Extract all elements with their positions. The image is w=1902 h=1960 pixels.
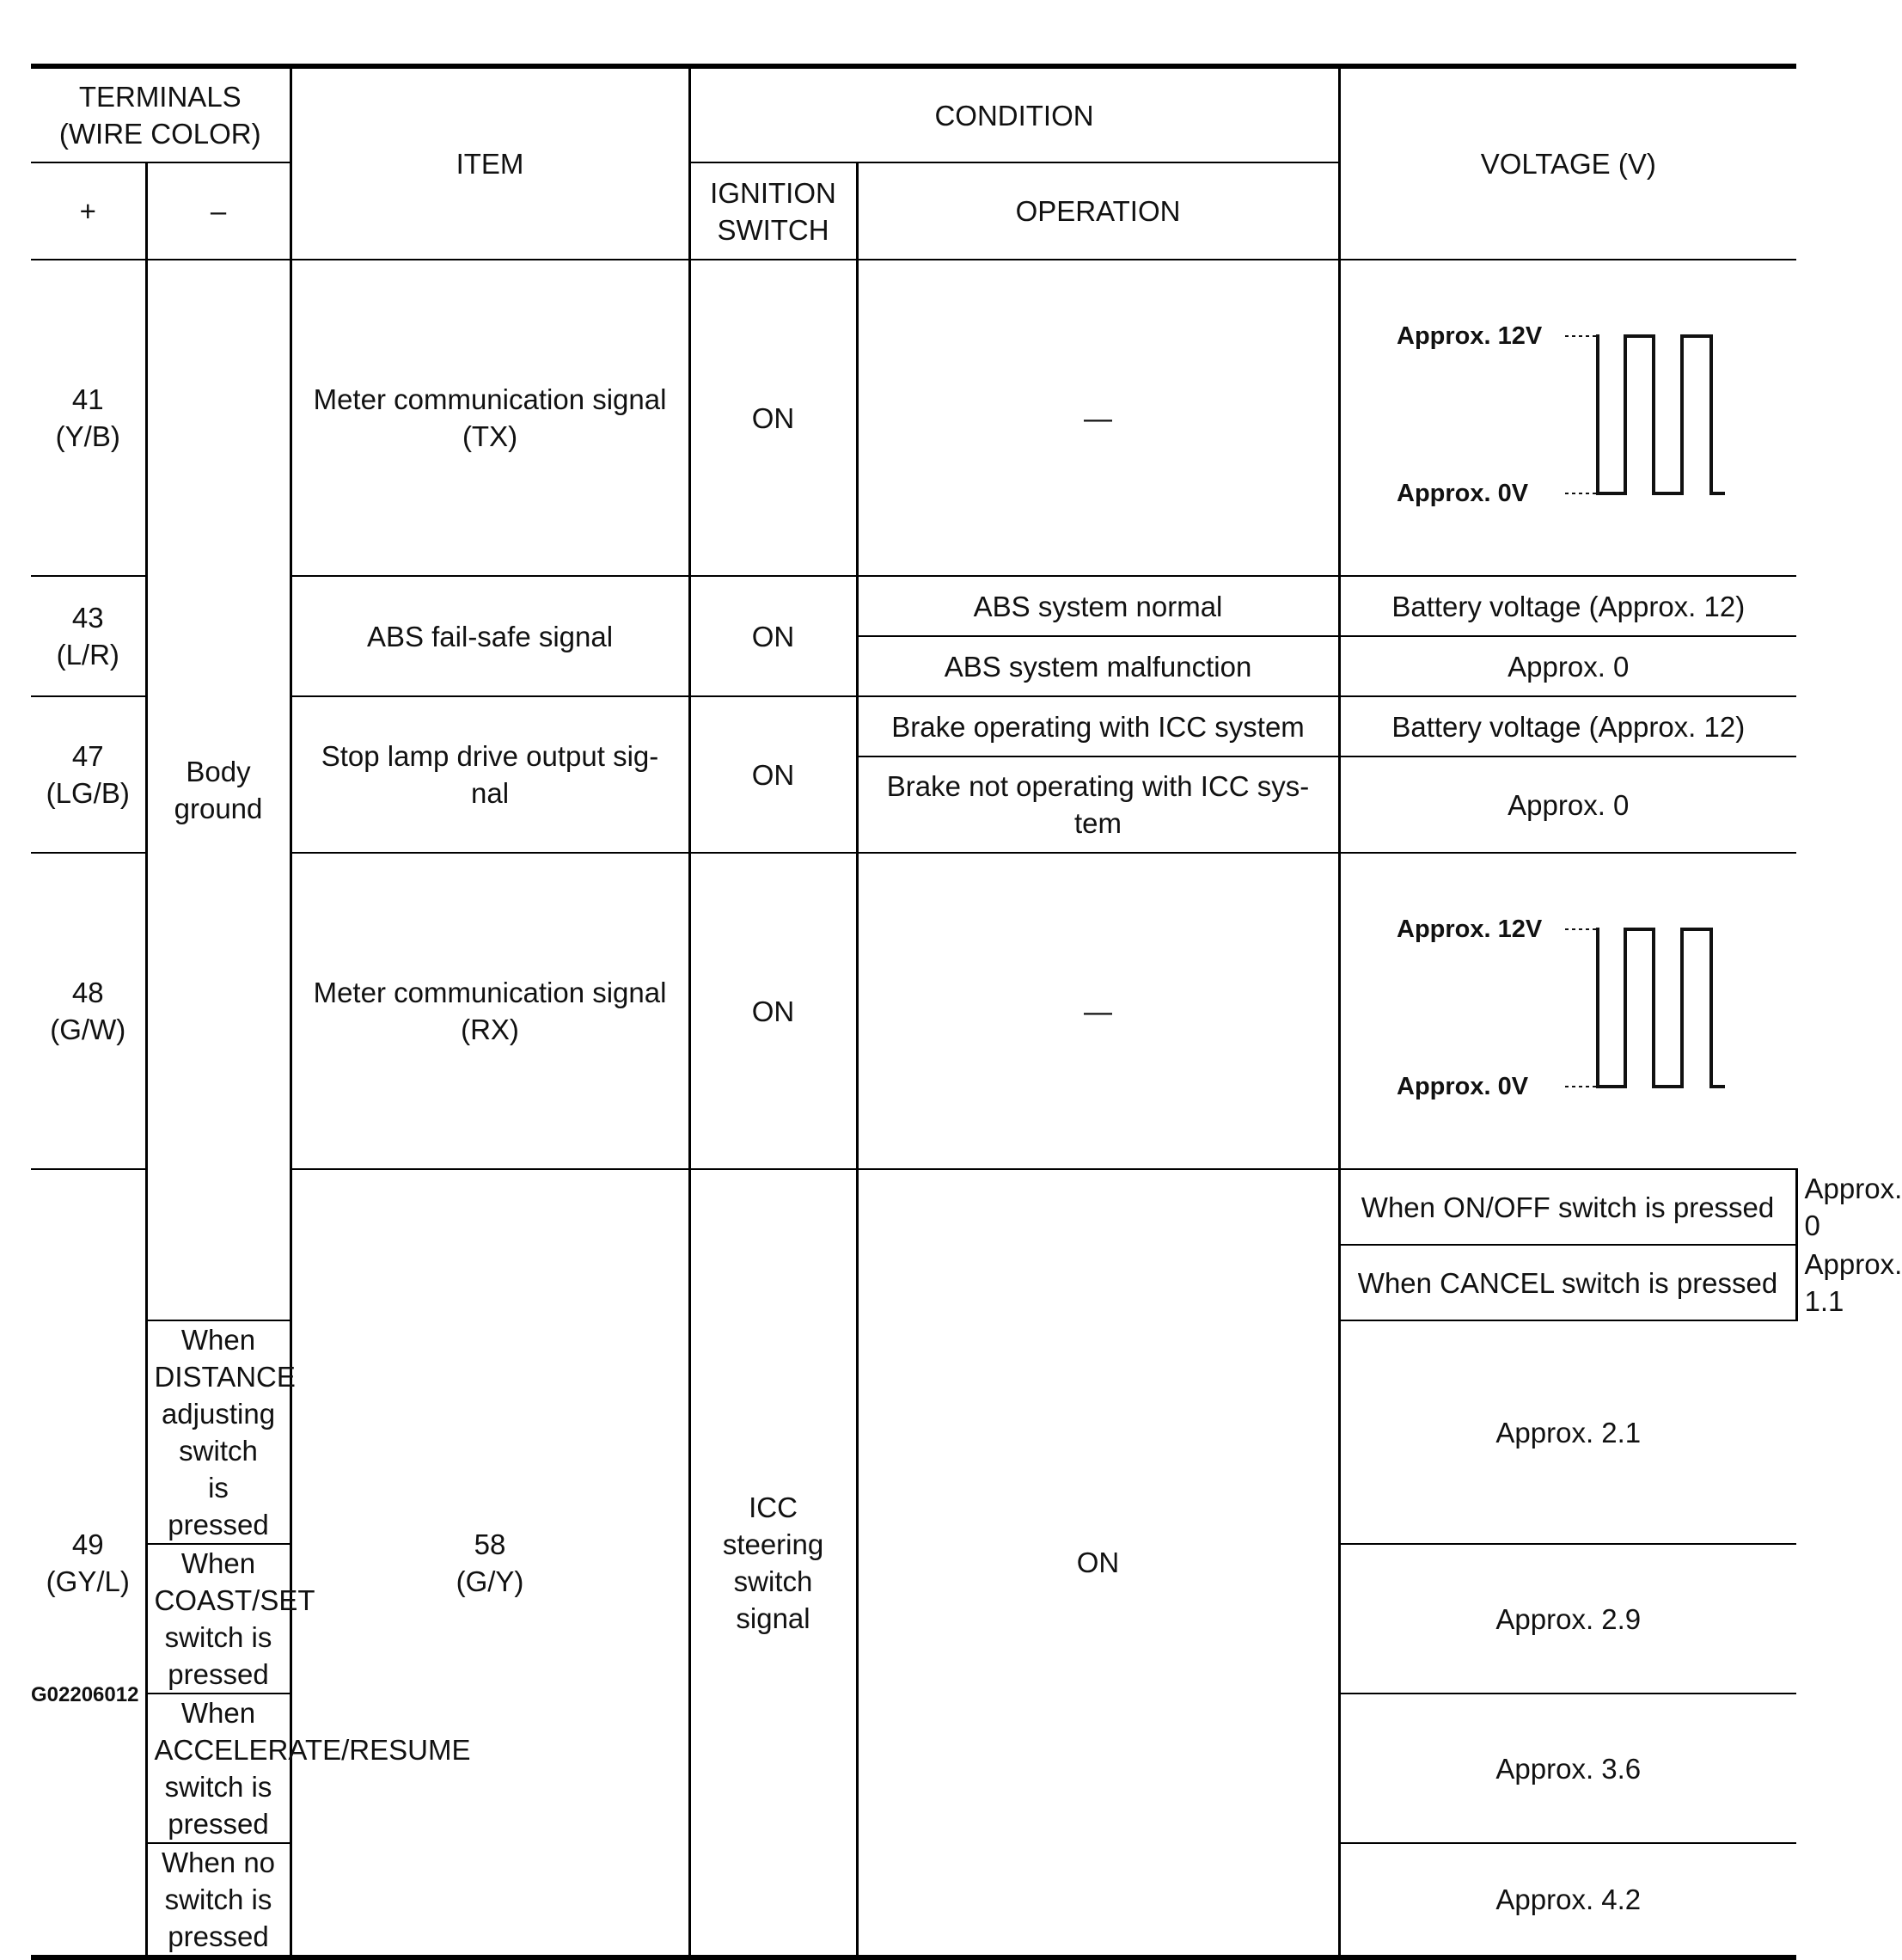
table-row (31, 576, 1796, 636)
body-ground-line2: ground (174, 793, 263, 824)
terminal-number: 47 (71, 740, 104, 772)
ignition-cell: ON (689, 853, 857, 1169)
header-condition: CONDITION (689, 66, 1339, 162)
voltage-cell: Approx. 3.6 (1339, 1694, 1796, 1843)
item-line2: (RX) (461, 1014, 519, 1045)
pulse-waveform-line (1596, 336, 1725, 493)
wire-color: (G/W) (50, 1014, 126, 1045)
waveform-low-label: Approx. 0V (1396, 480, 1528, 507)
operation-line2: tem (1074, 807, 1122, 839)
ignition-cell: ON (689, 576, 857, 696)
item-cell (290, 853, 689, 1169)
operation-cell: — (857, 260, 1339, 576)
item-line2: nal (470, 777, 510, 809)
table-row (31, 696, 1796, 756)
voltage-cell: Approx. 0 (1339, 636, 1796, 696)
minus-wire-color: (G/Y) (456, 1565, 524, 1597)
operation-line1: When ACCELERATE/RESUME (154, 1697, 471, 1766)
operation-cell: When no switch is pressed (146, 1843, 290, 1957)
operation-line2: is pressed (168, 1472, 269, 1540)
header-operation: OPERATION (857, 162, 1339, 260)
header-ignition-line2: SWITCH (717, 213, 829, 246)
terminal-number: 41 (71, 383, 104, 415)
operation-cell (146, 1544, 315, 1694)
header-terminals-line1: TERMINALS (78, 81, 242, 113)
header-ignition-line1: IGNITION (710, 176, 836, 209)
item-line2: (TX) (462, 420, 518, 452)
header-plus: + (31, 162, 146, 260)
operation-line1: When DISTANCE adjusting switch (154, 1324, 296, 1467)
pulse-waveform-graphic (1397, 903, 1740, 1118)
operation-cell: When ON/OFF switch is pressed (1339, 1169, 1796, 1245)
table-row: 49 (GY/L) 58 (G/Y) ICC steering switch signal ON When ON/OFF switch is pressed Approx. 0 (31, 1169, 1796, 1245)
header-voltage: VOLTAGE (V) (1339, 66, 1796, 260)
item-line1: Stop lamp drive output sig- (321, 740, 659, 772)
body-ground-line1: Body (186, 756, 251, 787)
terminal-number: 43 (71, 602, 104, 634)
item-line1: Meter communication signal (313, 383, 667, 415)
pulse-waveform-line (1596, 929, 1725, 1087)
voltage-cell: Battery voltage (Approx. 12) (1339, 696, 1796, 756)
terminal-cell (31, 576, 146, 696)
terminal-number: 48 (71, 977, 104, 1008)
ignition-cell: ON (689, 260, 857, 576)
header-item: ITEM (290, 66, 689, 260)
operation-line2: pressed (168, 1658, 269, 1690)
voltage-cell: Battery voltage (Approx. 12) (1339, 576, 1796, 636)
table-row: When CANCEL switch is pressed Approx. 1.1 (31, 1245, 1796, 1320)
table-row (31, 260, 1796, 576)
terminal-cell (31, 696, 146, 853)
terminal-cell (31, 1169, 146, 1957)
terminal-voltage-table-container (31, 64, 1902, 1960)
header-row-top (31, 66, 1796, 162)
waveform-low-label: Approx. 0V (1396, 1073, 1528, 1100)
operation-cell: ABS system normal (857, 576, 1339, 636)
item-cell (290, 260, 689, 576)
operation-line1: Brake not operating with ICC sys- (886, 770, 1310, 802)
operation-cell (857, 756, 1339, 853)
operation-line2: switch is pressed (164, 1771, 272, 1840)
header-terminals-line2: (WIRE COLOR) (58, 118, 261, 150)
operation-cell (146, 1320, 296, 1544)
voltage-cell: Approx. 2.9 (1339, 1544, 1796, 1694)
figure-id: G02206012 (31, 1683, 139, 1706)
item-line1: Meter communication signal (313, 977, 667, 1008)
pulse-waveform-graphic (1397, 310, 1740, 525)
voltage-cell: Approx. 4.2 (1339, 1843, 1796, 1957)
ignition-cell: ON (857, 1169, 1339, 1957)
operation-line1: When COAST/SET switch is (154, 1547, 315, 1653)
minus-terminal-cell (290, 1169, 689, 1957)
item-cell: ICC steering switch signal (689, 1169, 857, 1957)
voltage-cell: Approx. 2.1 (1339, 1320, 1796, 1544)
wire-color: (LG/B) (46, 777, 130, 809)
terminal-cell (31, 260, 146, 576)
table-row (31, 853, 1796, 1169)
body-ground-cell (146, 260, 290, 1320)
header-ignition-switch (689, 162, 857, 260)
wire-color: (Y/B) (55, 420, 120, 452)
operation-cell: When CANCEL switch is pressed (1339, 1245, 1796, 1320)
operation-cell (146, 1694, 471, 1843)
operation-cell: ABS system malfunction (857, 636, 1339, 696)
voltage-cell: Approx. 0 (1339, 756, 1796, 853)
terminal-voltage-table (31, 64, 1902, 1960)
voltage-waveform-cell (1339, 853, 1796, 1169)
header-terminals (31, 66, 290, 162)
header-minus: – (146, 162, 290, 260)
operation-cell: Brake operating with ICC system (857, 696, 1339, 756)
terminal-number: 49 (71, 1528, 104, 1560)
item-cell: ABS fail-safe signal (290, 576, 689, 696)
terminal-cell (31, 853, 146, 1169)
voltage-waveform-cell (1339, 260, 1796, 576)
waveform-high-label: Approx. 12V (1396, 916, 1542, 943)
wire-color: (L/R) (56, 639, 119, 671)
wire-color: (GY/L) (46, 1565, 130, 1597)
minus-terminal-number: 58 (474, 1528, 506, 1560)
operation-cell: — (857, 853, 1339, 1169)
waveform-high-label: Approx. 12V (1396, 322, 1542, 350)
ignition-cell: ON (689, 696, 857, 853)
item-cell (290, 696, 689, 853)
